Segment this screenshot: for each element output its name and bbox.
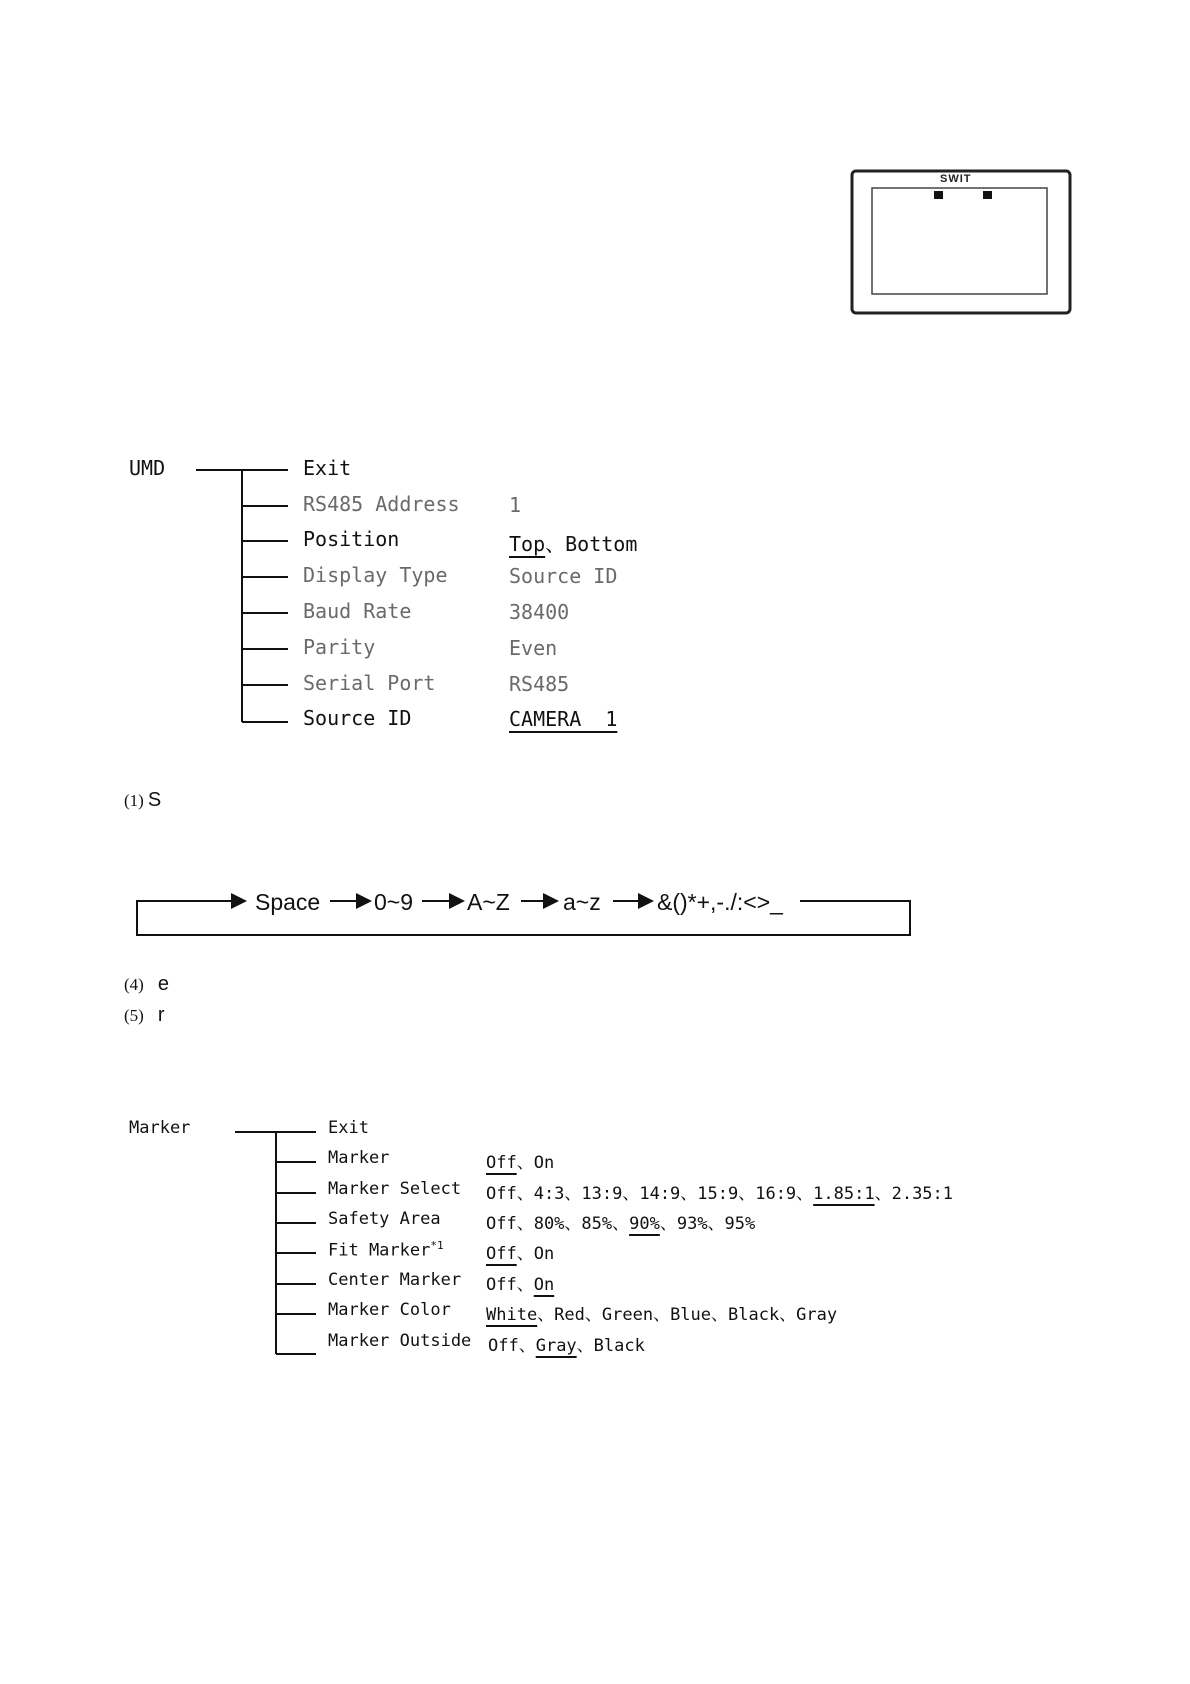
marker-item-label bbox=[328, 1300, 451, 1320]
umd-item-label: RS485 Address bbox=[303, 492, 460, 516]
note-1-text: S bbox=[147, 789, 162, 811]
marker-item-label bbox=[328, 1148, 389, 1168]
marker-item-value bbox=[486, 1300, 837, 1325]
option: Source ID bbox=[509, 564, 618, 588]
marker-item-label-text: Fit Marker bbox=[328, 1240, 431, 1261]
marker-item-value bbox=[486, 1239, 554, 1264]
monitor-illustration bbox=[850, 169, 1072, 315]
umd-item-value bbox=[509, 528, 637, 557]
umd-item-label: Display Type bbox=[303, 563, 448, 587]
option: 、2.35:1 bbox=[874, 1184, 954, 1204]
option: Even bbox=[509, 636, 558, 660]
umd-item-value bbox=[509, 493, 521, 517]
option: Off、 bbox=[486, 1275, 534, 1295]
option: 、Red、Green、Blue、Black、Gray bbox=[537, 1305, 838, 1325]
umd-item-label: Parity bbox=[303, 635, 376, 659]
cycle-step-space: Space bbox=[255, 889, 321, 915]
note-1 bbox=[124, 789, 161, 812]
umd-item-label: Position bbox=[303, 527, 400, 551]
umd-tree-lines bbox=[190, 460, 300, 730]
option: On bbox=[533, 1244, 555, 1264]
option: RS485 bbox=[509, 672, 570, 696]
umd-tally-right-icon bbox=[983, 191, 992, 199]
note-5 bbox=[124, 1004, 165, 1027]
option: Off、 bbox=[488, 1336, 536, 1356]
cycle-step-symbols: &()*+,-./:<>_ bbox=[657, 889, 783, 915]
option: 、 bbox=[516, 1244, 534, 1264]
cycle-step-digits: 0~9 bbox=[374, 889, 414, 915]
selected-option: CAMERA 1 bbox=[509, 707, 618, 731]
umd-item-value bbox=[509, 636, 557, 660]
umd-item-label: Source ID bbox=[303, 706, 412, 730]
marker-item-label-text: Marker bbox=[328, 1148, 390, 1168]
umd-tally-left-icon bbox=[934, 191, 943, 199]
umd-item-value bbox=[509, 564, 617, 588]
option: 、Black bbox=[576, 1336, 645, 1356]
option: 、 bbox=[545, 532, 566, 556]
option: Off、4:3、13:9、14:9、15:9、16:9、 bbox=[486, 1184, 814, 1204]
monitor-brand-logo: SWIT bbox=[940, 173, 972, 185]
selected-option: Off bbox=[486, 1153, 517, 1173]
umd-item-label: Baud Rate bbox=[303, 599, 412, 623]
cycle-step-lowercase: a~z bbox=[563, 889, 601, 915]
option: 、93%、95% bbox=[659, 1214, 756, 1234]
note-5-text: r bbox=[157, 1004, 165, 1026]
marker-item-label bbox=[328, 1270, 461, 1290]
marker-item-label bbox=[328, 1331, 471, 1351]
marker-item-label-text: Marker Select bbox=[328, 1179, 462, 1199]
umd-item-label: Exit bbox=[303, 456, 352, 480]
marker-item-label-text: Safety Area bbox=[328, 1209, 441, 1229]
option: 1 bbox=[509, 493, 522, 517]
selected-option: White bbox=[486, 1305, 538, 1325]
option: On bbox=[533, 1153, 555, 1173]
umd-item-value bbox=[509, 672, 569, 696]
marker-item-label-text: Marker Outside bbox=[328, 1331, 472, 1351]
selected-option: Off bbox=[486, 1244, 517, 1264]
marker-item-label bbox=[328, 1239, 444, 1261]
option: Bottom bbox=[565, 532, 638, 556]
selected-option: 1.85:1 bbox=[813, 1184, 875, 1204]
option: 、 bbox=[516, 1153, 534, 1173]
umd-item-label: Serial Port bbox=[303, 671, 436, 695]
selected-option: Top bbox=[509, 532, 546, 556]
cycle-step-uppercase: A~Z bbox=[467, 889, 510, 915]
character-cycle-diagram bbox=[130, 880, 920, 940]
marker-tree-lines bbox=[230, 1120, 330, 1360]
marker-item-value bbox=[486, 1148, 554, 1173]
note-4-number: (4) bbox=[124, 975, 144, 994]
selected-option: 90% bbox=[629, 1214, 660, 1234]
marker-item-label-text: Marker Color bbox=[328, 1300, 451, 1320]
marker-item-value bbox=[486, 1209, 755, 1234]
marker-root-label: Marker bbox=[129, 1118, 191, 1138]
umd-item-value bbox=[509, 707, 617, 731]
marker-item-label bbox=[328, 1118, 369, 1138]
marker-item-value bbox=[486, 1270, 554, 1295]
note-5-number: (5) bbox=[124, 1006, 144, 1025]
marker-item-value bbox=[488, 1331, 645, 1356]
note-4 bbox=[124, 973, 169, 996]
marker-item-label bbox=[328, 1179, 461, 1199]
marker-item-label bbox=[328, 1209, 441, 1229]
marker-item-value bbox=[486, 1179, 953, 1204]
monitor-outline bbox=[850, 169, 1072, 315]
umd-item-value bbox=[509, 600, 569, 624]
selected-option: Gray bbox=[535, 1336, 577, 1356]
umd-root-label: UMD bbox=[129, 456, 166, 480]
option: Off、80%、85%、 bbox=[486, 1214, 630, 1234]
note-1-number: (1) bbox=[124, 791, 144, 810]
note-4-text: e bbox=[157, 973, 169, 995]
option: 38400 bbox=[509, 600, 570, 624]
marker-item-label-text: Center Marker bbox=[328, 1270, 462, 1290]
footnote-marker: *1 bbox=[430, 1239, 444, 1252]
selected-option: On bbox=[533, 1275, 555, 1295]
marker-item-label-text: Exit bbox=[328, 1118, 369, 1138]
